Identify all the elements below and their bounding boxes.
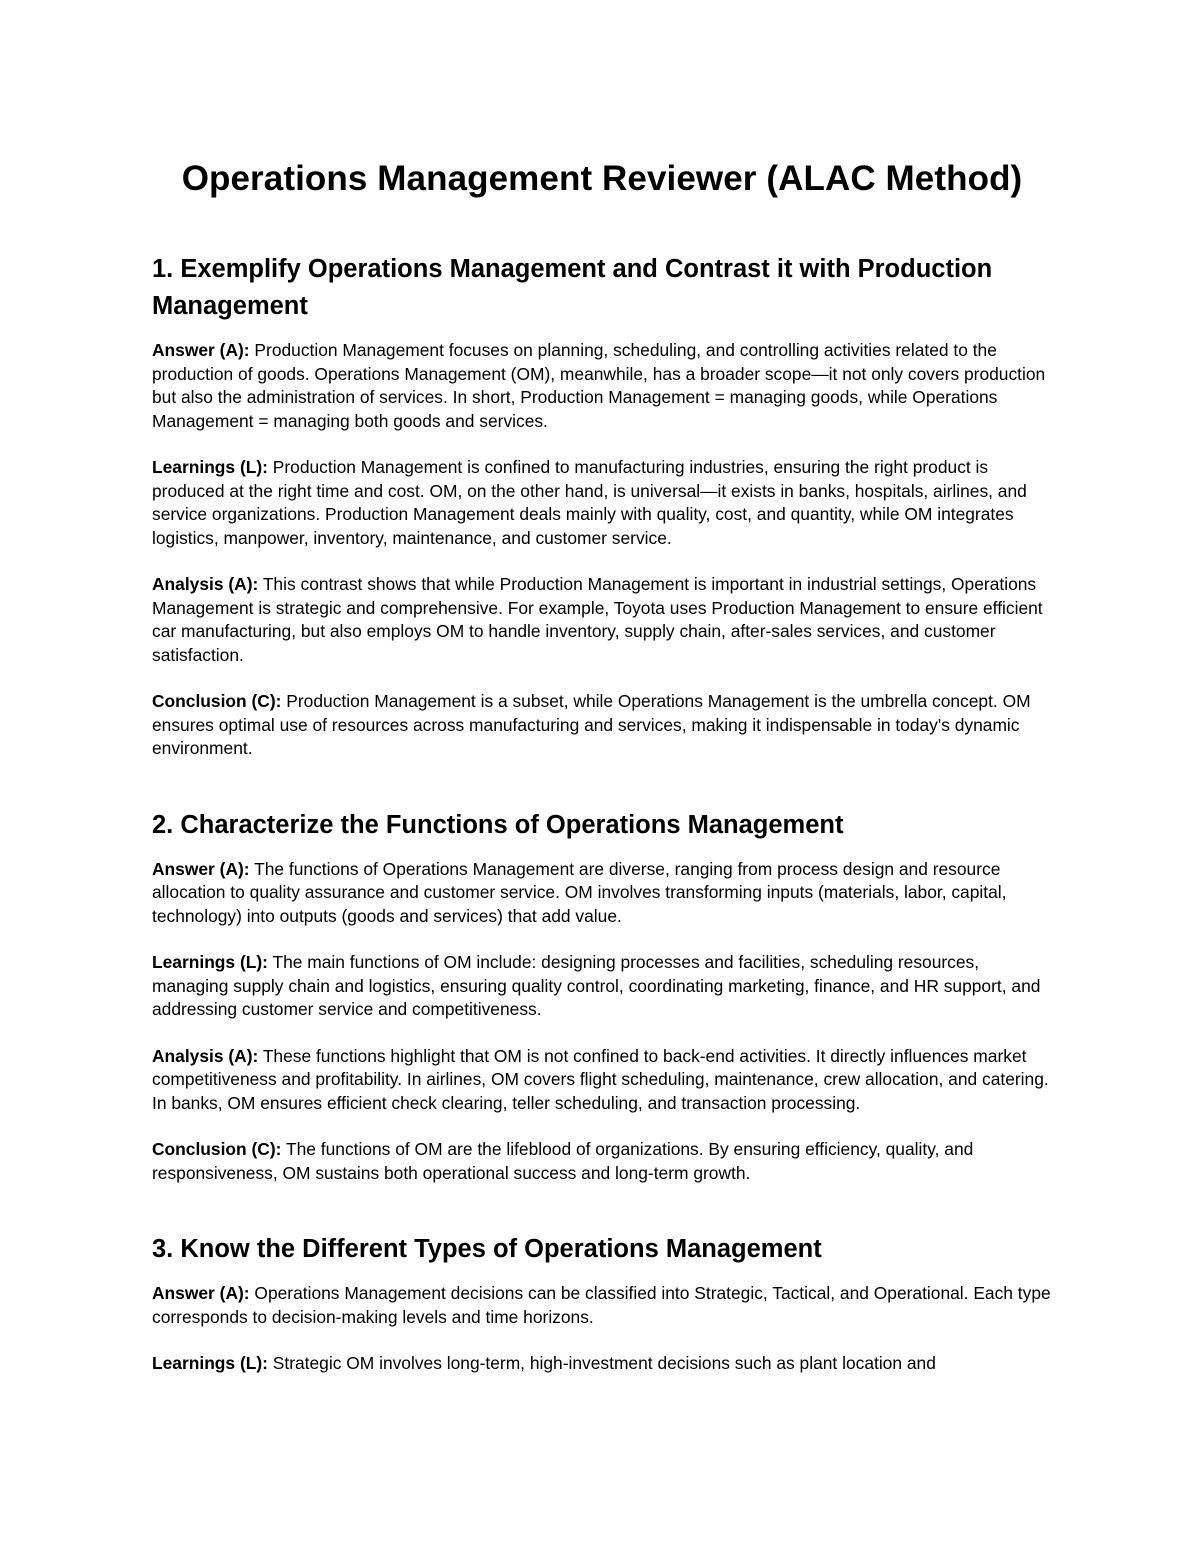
paragraph-text: These functions highlight that OM is not confined to back-end activities. It directly influences market competitiveness and profitability. In airlines, OM covers flight scheduling, maintenance, crew allocation, and catering. In banks, OM ensures efficient check clearing, teller scheduling, and transaction processing. — [152, 1045, 1049, 1113]
paragraph-text: Production Management is confined to manufacturing industries, ensuring the right product is produced at the right time and cost. OM, on the other hand, is universal—it exists in banks, hospitals, airlines, and service organizations. Production Management deals mainly with quality, cost, and quantity, while OM integrates logistics, manpower, inventory, maintenance, and customer service. — [152, 457, 1027, 548]
paragraph-label: Answer (A): — [152, 1283, 250, 1303]
paragraph-label: Analysis (A): — [152, 574, 259, 594]
paragraph-text: Production Management is a subset, while Operations Management is the umbrella concept. OM ensures optimal use of resources across manufacturing and services, making it indispensable in today's dynamic environment. — [152, 691, 1031, 758]
paragraph-label: Learnings (L): — [152, 457, 268, 477]
learnings-paragraph — [152, 951, 1052, 1022]
answer-paragraph — [152, 339, 1052, 433]
paragraph-label: Analysis (A): — [152, 1045, 259, 1066]
learnings-paragraph — [152, 1352, 1052, 1376]
document-page — [152, 155, 1052, 1376]
paragraph-text: Strategic OM involves long-term, high-investment decisions such as plant location and — [267, 1353, 936, 1373]
conclusion-paragraph — [152, 1138, 1052, 1185]
analysis-paragraph — [152, 1045, 1052, 1116]
document-title: Operations Management Reviewer (ALAC Method) — [181, 159, 1023, 198]
answer-paragraph — [152, 1282, 1052, 1329]
conclusion-paragraph — [152, 690, 1052, 761]
paragraph-label: Learnings (L): — [152, 952, 268, 972]
paragraph-text: This contrast shows that while Production Management is important in industrial settings, Operations Management is strategic and comprehensive. For example, Toyota uses Production Management to ensure efficient car manufacturing, but also employs OM to handle inventory, supply chain, after-sales services, and customer satisfaction. — [152, 574, 1043, 665]
section-3 — [152, 1231, 1052, 1376]
paragraph-text: The main functions of OM include: designing processes and facilities, scheduling resources, managing supply chain and logistics, ensuring quality control, coordinating marketing, finance, and HR support, and addressing customer service and competitiveness. — [152, 952, 1041, 1019]
section-heading: 2. Characterize the Functions of Operations Management — [152, 810, 844, 839]
paragraph-label: Conclusion (C): — [152, 691, 282, 711]
analysis-paragraph — [152, 573, 1052, 667]
paragraph-label: Answer (A): — [152, 858, 250, 879]
paragraph-text: The functions of OM are the lifeblood of organizations. By ensuring efficiency, quality, and responsiveness, OM sustains both operational success and long-term growth. — [152, 1139, 974, 1183]
paragraph-text: Operations Management decisions can be classified into Strategic, Tactical, and Operational. Each type corresponds to decision-making levels and time horizons. — [152, 1283, 1051, 1327]
paragraph-text: Production Management focuses on planning, scheduling, and controlling activities related to the production of goods. Operations Management (OM), meanwhile, has a broader scope—it not only covers production but also the administration of services. In short, Production Management = managing goods, while Operations Management = managing both goods and services. — [152, 340, 1046, 431]
paragraph-label: Conclusion (C): — [152, 1139, 282, 1159]
section-2 — [152, 807, 1052, 1186]
learnings-paragraph — [152, 456, 1052, 550]
paragraph-label: Learnings (L): — [152, 1353, 268, 1373]
section-heading: 1. Exemplify Operations Management and Contrast it with Production Management — [152, 255, 993, 320]
paragraph-label: Answer (A): — [152, 340, 250, 360]
section-1 — [152, 251, 1052, 761]
section-heading: 3. Know the Different Types of Operations Management — [152, 1235, 822, 1263]
answer-paragraph — [152, 858, 1052, 929]
paragraph-text: The functions of Operations Management are diverse, ranging from process design and resource allocation to quality assurance and customer service. OM involves transforming inputs (materials, labor, capital, technology) into outputs (goods and services) that add value. — [152, 858, 1007, 926]
